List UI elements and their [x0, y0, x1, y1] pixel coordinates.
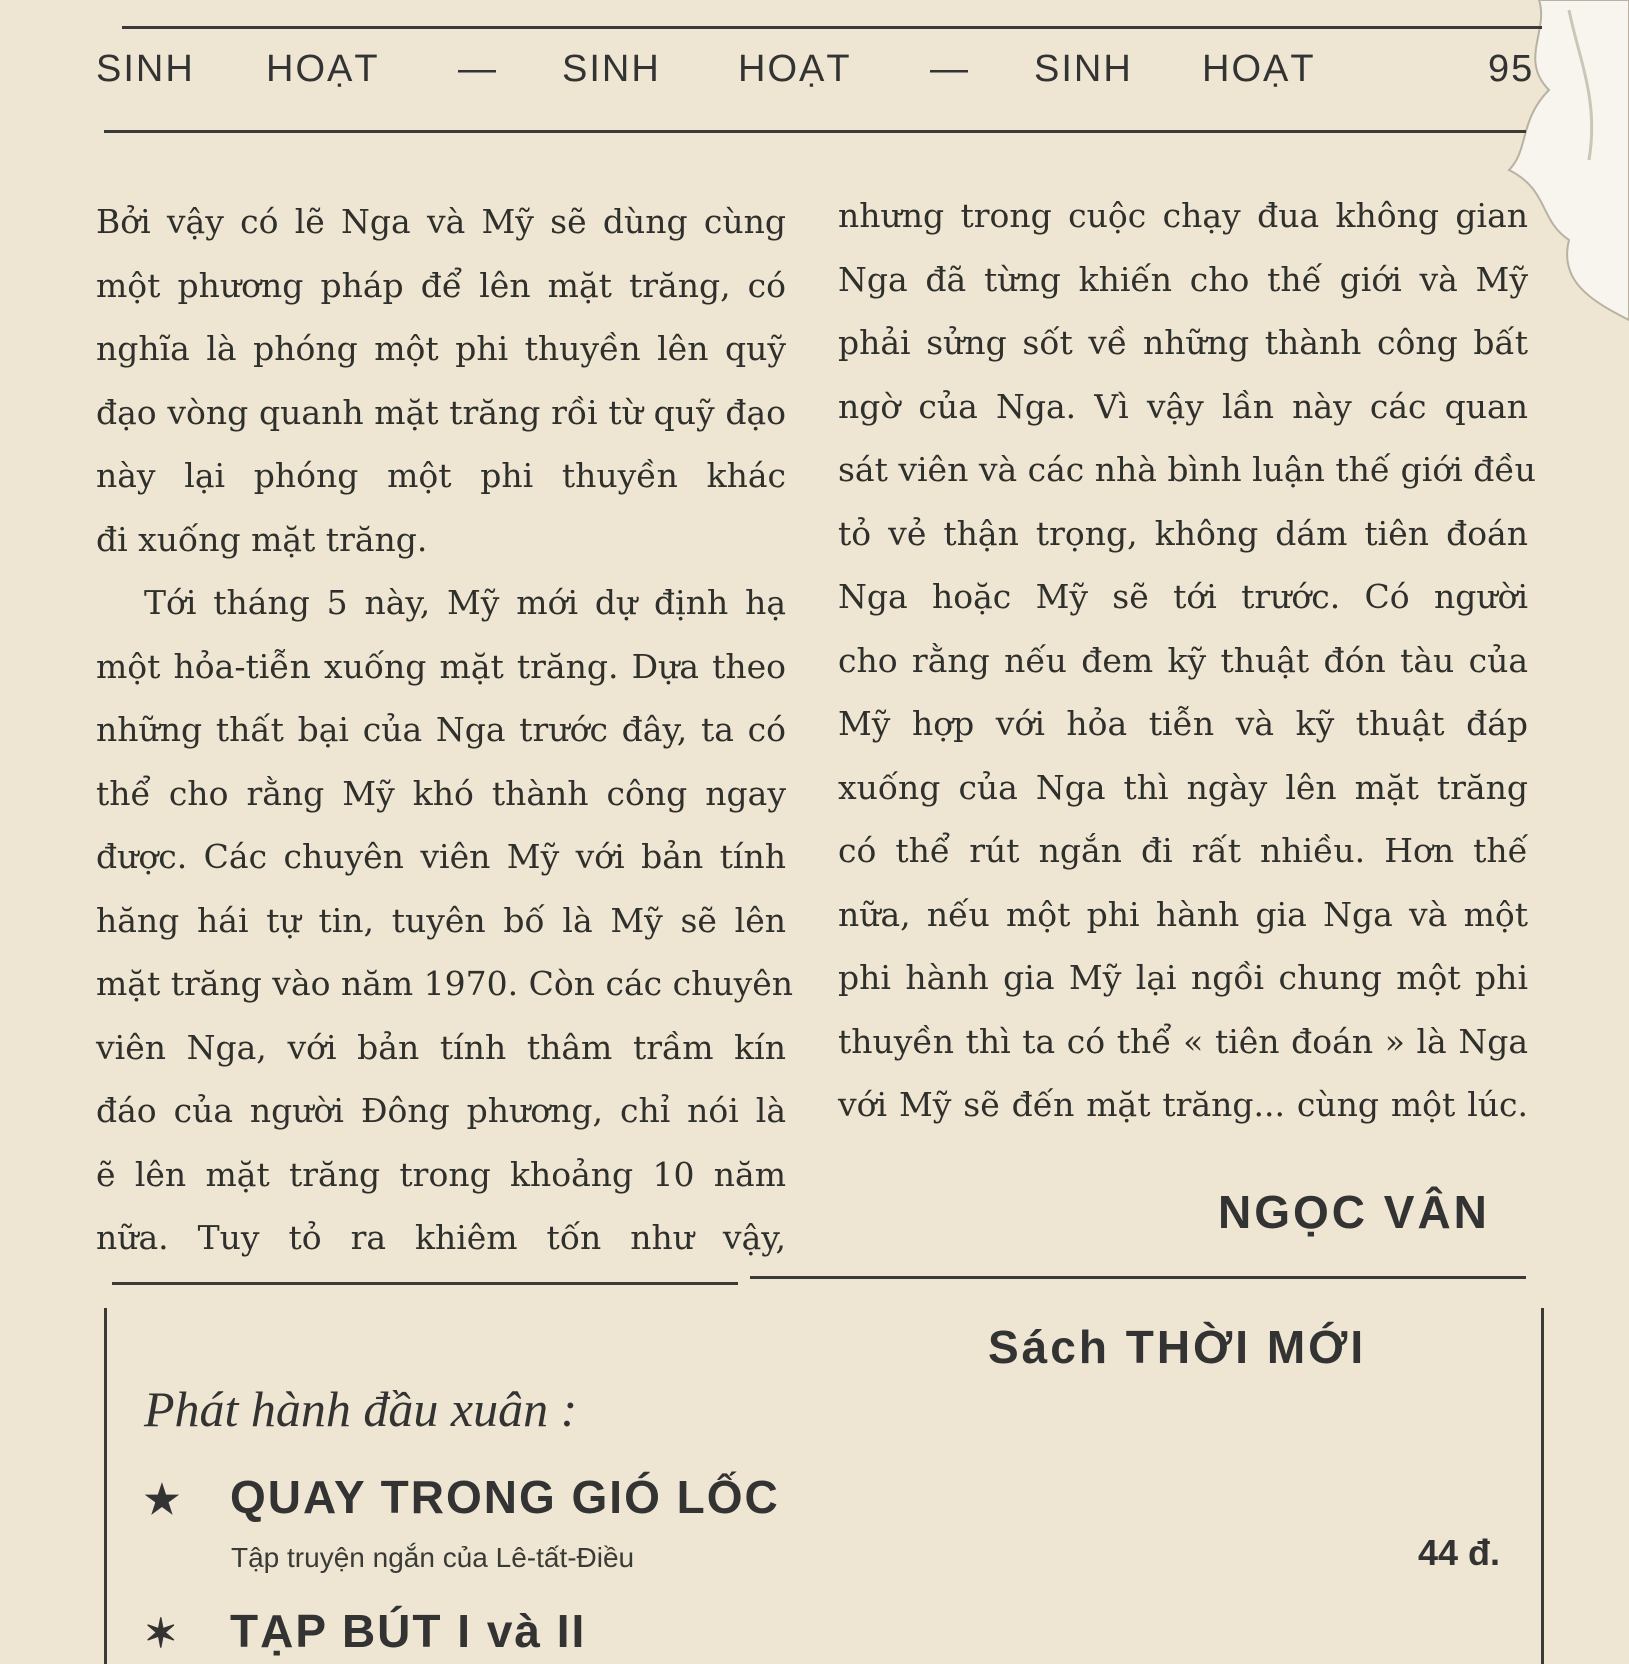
text-line: đi xuống mặt trăng. — [96, 519, 428, 559]
text-line: viên Nga, với bản tính thâm trầm kín — [96, 1027, 786, 1067]
text-line: tỏ vẻ thận trọng, không dám tiên đoán — [838, 513, 1528, 553]
text-line: phi hành gia Mỹ lại ngồi chung một phi — [838, 958, 1528, 997]
header-word: SINH — [1034, 48, 1133, 90]
page-number: 95 — [1488, 48, 1535, 90]
text-line: hăng hái tự tin, tuyên bố là Mỹ sẽ lên — [96, 900, 786, 940]
advert-book-item — [144, 1470, 780, 1524]
text-line: phải sửng sốt về những thành công bất — [838, 323, 1528, 362]
advert-publisher-title: Sách THỜI MỚI — [988, 1321, 1367, 1373]
text-line: thể cho rằng Mỹ khó thành công ngay — [96, 773, 786, 813]
text-line: với Mỹ sẽ đến mặt trăng... cùng một lúc. — [838, 1085, 1528, 1124]
text-line: đạo vòng quanh mặt trăng rồi từ quỹ đạo — [96, 392, 786, 432]
header-word: SINH — [562, 48, 661, 90]
header-dash: — — [458, 48, 498, 90]
advert-release-heading: Phát hành đầu xuân : — [144, 1381, 578, 1437]
advert-book-item — [144, 1604, 586, 1658]
text-line: nữa, nếu một phi hành gia Nga và một — [838, 894, 1528, 934]
text-line: một hỏa-tiễn xuống mặt trăng. Dựa theo — [96, 646, 786, 686]
text-line: thuyền thì ta có thể « tiên đoán » là Nga — [838, 1021, 1528, 1061]
text-line: đáo của người Đông phương, chỉ nói là — [96, 1091, 786, 1130]
text-line: Bởi vậy có lẽ Nga và Mỹ sẽ dùng cùng — [96, 202, 786, 241]
text-line: có thể rút ngắn đi rất nhiều. Hơn thế — [838, 831, 1528, 870]
header-dash: — — [930, 48, 970, 90]
text-line: mặt trăng vào năm 1970. Còn các chuyên — [96, 964, 794, 1003]
text-line: những thất bại của Nga trước đây, ta có — [96, 710, 786, 749]
text-line: này lại phóng một phi thuyền khác — [96, 456, 786, 495]
text-line: ẽ lên mặt trăng trong khoảng 10 năm — [96, 1154, 786, 1194]
header-word: SINH — [96, 48, 195, 90]
text-line: Mỹ hợp với hỏa tiễn và kỹ thuật đáp — [838, 704, 1528, 743]
text-line: ngờ của Nga. Vì vậy lần này các quan — [838, 386, 1528, 426]
header-bottom-rule — [104, 130, 1526, 133]
header-word: HOẠT — [738, 48, 852, 90]
text-line: Nga hoặc Mỹ sẽ tới trước. Có người — [838, 577, 1528, 616]
header-word: HOẠT — [266, 48, 380, 90]
article-right-column — [838, 184, 1536, 1137]
text-line: một phương pháp để lên mặt trăng, có — [96, 265, 786, 305]
text-line: cho rằng nếu đem kỹ thuật đón tàu của — [838, 640, 1528, 680]
text-line: xuống của Nga thì ngày lên mặt trăng — [838, 767, 1528, 807]
article-left-column — [96, 190, 794, 1270]
text-line: sát viên và các nhà bình luận thế giới đều — [838, 450, 1536, 489]
text-line: được. Các chuyên viên Mỹ với bản tính — [96, 837, 786, 876]
text-line: Nga đã từng khiến cho thế giới và Mỹ — [838, 259, 1528, 299]
book-price: 44 đ. — [1418, 1532, 1501, 1573]
section-divider-left — [112, 1282, 738, 1285]
text-line: nhưng trong cuộc chạy đua không gian — [838, 196, 1528, 235]
section-divider-right — [750, 1276, 1526, 1279]
book-title: TẠP BÚT I và II — [230, 1605, 587, 1657]
author-signature: NGỌC VÂN — [1218, 1186, 1490, 1238]
header-top-rule — [122, 26, 1542, 29]
text-line: nghĩa là phóng một phi thuyền lên quỹ — [96, 329, 786, 368]
star-icon: ✶ — [144, 1612, 180, 1656]
book-subtitle: Tập truyện ngắn của Lê-tất-Điều — [231, 1542, 635, 1573]
book-title: QUAY TRONG GIÓ LỐC — [230, 1471, 780, 1523]
header-word: HOẠT — [1202, 48, 1316, 90]
text-line: nữa. Tuy tỏ ra khiêm tốn như vậy, — [96, 1218, 786, 1257]
running-header — [0, 48, 1629, 108]
star-icon: ★ — [144, 1478, 182, 1522]
text-line: Tới tháng 5 này, Mỹ mới dự định hạ — [144, 583, 786, 622]
